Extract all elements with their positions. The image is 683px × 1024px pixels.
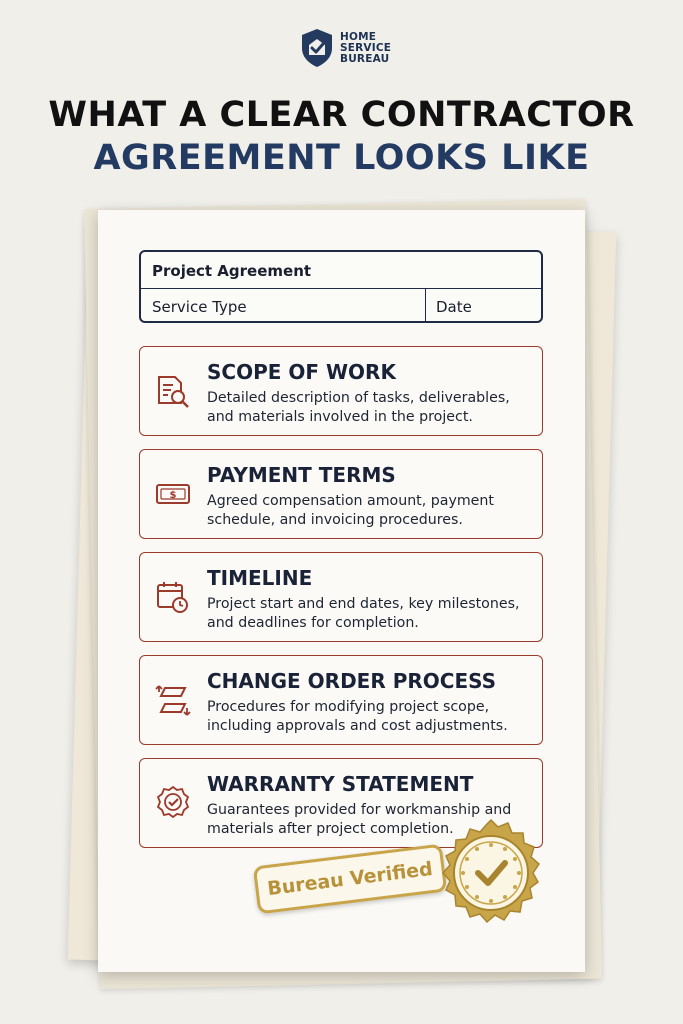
brand-line-2: SERVICE (340, 41, 392, 54)
brand-logo (300, 28, 391, 68)
stamp-label: Bureau Verified (266, 857, 434, 901)
section-card-scope (139, 346, 543, 436)
brand-line-1: HOME (340, 30, 377, 43)
document-search-icon (155, 373, 191, 409)
section-title: CHANGE ORDER PROCESS (207, 669, 497, 693)
swap-arrows-icon (155, 682, 191, 718)
headline-line-2: AGREEMENT LOOKS LIKE (93, 138, 590, 178)
section-description: Agreed compensation amount, payment schedule, and invoicing procedures. (207, 493, 494, 528)
calendar-clock-icon (155, 579, 191, 615)
section-description: Project start and end dates, key milestones, and deadlines for completion. (207, 596, 520, 631)
warranty-badge-icon (155, 785, 191, 821)
verified-seal-icon (433, 818, 549, 934)
section-card-change-order (139, 655, 543, 745)
section-card-timeline (139, 552, 543, 642)
svg-text:$: $ (169, 490, 177, 501)
project-agreement-form (139, 250, 543, 323)
section-description: Detailed description of tasks, deliverables, and materials involved in the project. (207, 390, 510, 425)
section-description: Guarantees provided for workmanship and materials after project completion. (207, 802, 512, 837)
money-icon (155, 476, 191, 512)
section-title: PAYMENT TERMS (207, 463, 396, 487)
shield-check-icon (300, 28, 334, 68)
section-title: TIMELINE (207, 566, 313, 590)
headline-line-1: WHAT A CLEAR CONTRACTOR (48, 95, 635, 135)
section-card-payment (139, 449, 543, 539)
form-title: Project Agreement (152, 262, 312, 280)
form-column-divider (425, 288, 426, 321)
service-type-field: Service Type (152, 298, 247, 316)
brand-name (340, 32, 391, 65)
date-field: Date (436, 298, 472, 316)
section-description: Procedures for modifying project scope, including approvals and cost adjustments. (207, 699, 508, 734)
brand-line-3: BUREAU (340, 52, 390, 65)
form-divider (141, 288, 541, 289)
section-title: SCOPE OF WORK (207, 360, 396, 384)
section-title: WARRANTY STATEMENT (207, 772, 474, 796)
